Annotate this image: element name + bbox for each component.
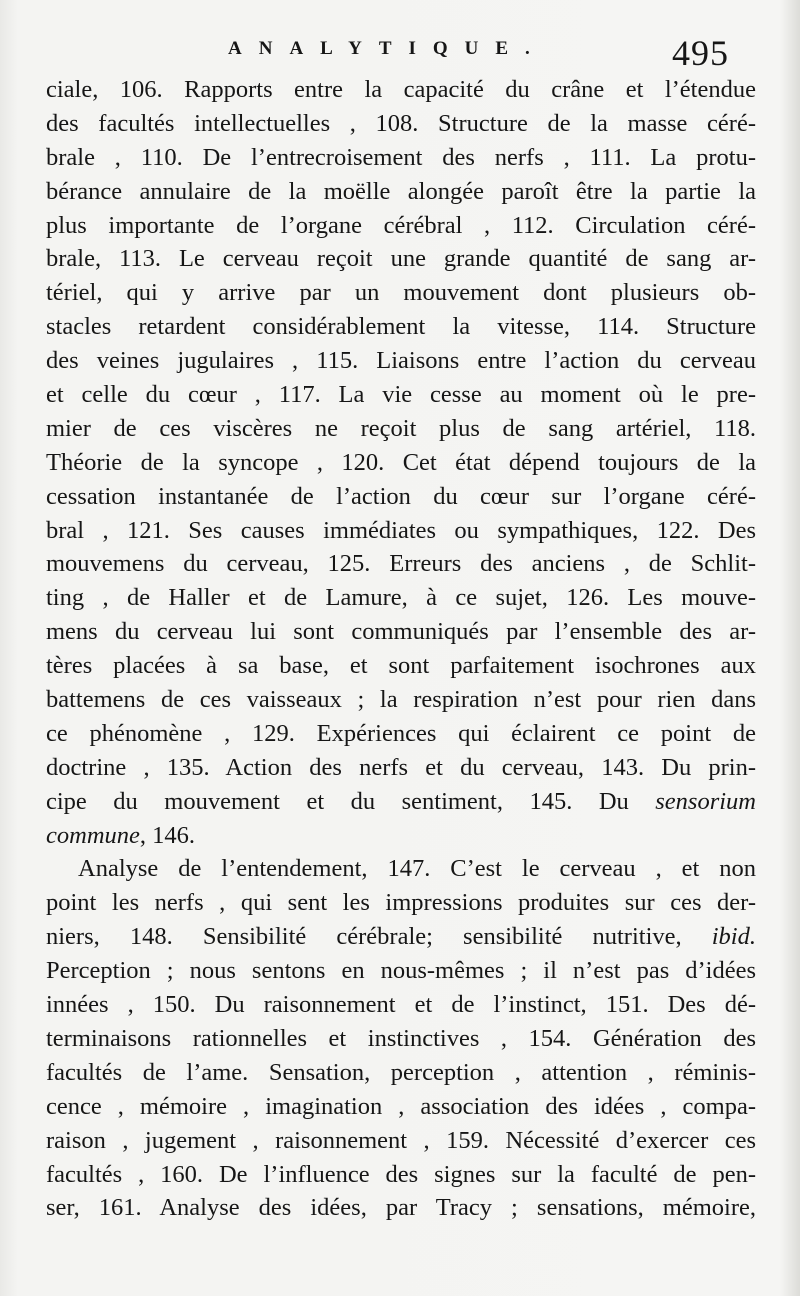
page-number: 495 bbox=[672, 33, 729, 73]
italic-term: ibid. bbox=[711, 923, 756, 951]
body-text bbox=[46, 73, 756, 1225]
text-line: mens du cerveau lui sont communiqués par l’ensemble des ar- bbox=[46, 618, 756, 646]
text-line: des veines jugulaires , 115. Liaisons entre l’action du cerveau bbox=[46, 347, 756, 375]
paragraph-2 bbox=[46, 852, 756, 1225]
text-line: mouvemens du cerveau, 125. Erreurs des anciens , de Schlit- bbox=[46, 550, 756, 578]
text-line: mier de ces viscères ne reçoit plus de sang artériel, 118. bbox=[46, 414, 756, 442]
text-line bbox=[46, 785, 756, 819]
text-line: cence , mémoire , imagination , association des idées , compa- bbox=[46, 1092, 756, 1120]
text-line: Théorie de la syncope , 120. Cet état dépend toujours de la bbox=[46, 448, 756, 476]
text-run: cipe du mouvement et du sentiment, 145. Du bbox=[46, 787, 656, 815]
text-line bbox=[46, 920, 756, 954]
text-line: ting , de Haller et de Lamure, à ce sujet, 126. Les mouve- bbox=[46, 584, 756, 612]
text-line: Perception ; nous sentons en nous-mêmes ; il n’est pas d’idées bbox=[46, 957, 756, 985]
text-line: innées , 150. Du raisonnement et de l’instinct, 151. Des dé- bbox=[46, 991, 756, 1019]
text-line: doctrine , 135. Action des nerfs et du cerveau, 143. Du prin- bbox=[46, 753, 756, 781]
text-line: ce phénomène , 129. Expériences qui éclairent ce point de bbox=[46, 719, 756, 747]
text-run: niers, 148. Sensibilité cérébrale; sensibilité nutritive, bbox=[46, 923, 712, 951]
italic-term: commune bbox=[46, 821, 140, 849]
text-line: et celle du cœur , 117. La vie cesse au moment où le pre- bbox=[46, 381, 756, 409]
text-line: cessation instantanée de l’action du cœur sur l’organe céré- bbox=[46, 482, 756, 510]
text-line: facultés , 160. De l’influence des signes sur la faculté de pen- bbox=[46, 1160, 756, 1188]
running-title: ANALYTIQUE. bbox=[228, 38, 547, 59]
text-run: , 146. bbox=[139, 821, 196, 849]
text-line: ser, 161. Analyse des idées, par Tracy ; sensations, mémoire, bbox=[46, 1194, 756, 1222]
text-line: des facultés intellectuelles , 108. Structure de la masse céré- bbox=[46, 109, 756, 137]
text-line: battemens de ces vaisseaux ; la respiration n’est pour rien dans bbox=[46, 686, 756, 714]
text-line: brale , 110. De l’entrecroisement des nerfs , 111. La protu- bbox=[46, 143, 756, 171]
text-line: brale, 113. Le cerveau reçoit une grande quantité de sang ar- bbox=[46, 245, 756, 273]
italic-term: sensorium bbox=[655, 787, 756, 815]
text-line: bérance annulaire de la moëlle alongée paroît être la partie la bbox=[46, 177, 756, 205]
text-line: tériel, qui y arrive par un mouvement dont plusieurs ob- bbox=[46, 279, 756, 307]
text-line: bral , 121. Ses causes immédiates ou sympathiques, 122. Des bbox=[46, 516, 756, 544]
text-line: Analyse de l’entendement, 147. C’est le cerveau , et non bbox=[78, 855, 756, 883]
running-head bbox=[0, 32, 800, 72]
text-line: stacles retardent considérablement la vitesse, 114. Structure bbox=[46, 313, 756, 341]
text-line: ciale, 106. Rapports entre la capacité du crâne et l’étendue bbox=[46, 76, 756, 103]
paragraph-1 bbox=[46, 73, 756, 852]
text-line: raison , jugement , raisonnement , 159. Nécessité d’exercer ces bbox=[46, 1126, 756, 1154]
text-line: tères placées à sa base, et sont parfaitement isochrones aux bbox=[46, 652, 756, 680]
text-line: point les nerfs , qui sent les impressions produites sur ces der- bbox=[46, 889, 756, 917]
text-line: terminaisons rationnelles et instinctives , 154. Génération des bbox=[46, 1024, 756, 1052]
text-line bbox=[46, 819, 756, 853]
text-line: plus importante de l’organe cérébral , 112. Circulation céré- bbox=[46, 211, 756, 239]
text-line: facultés de l’ame. Sensation, perception , attention , réminis- bbox=[46, 1058, 756, 1086]
